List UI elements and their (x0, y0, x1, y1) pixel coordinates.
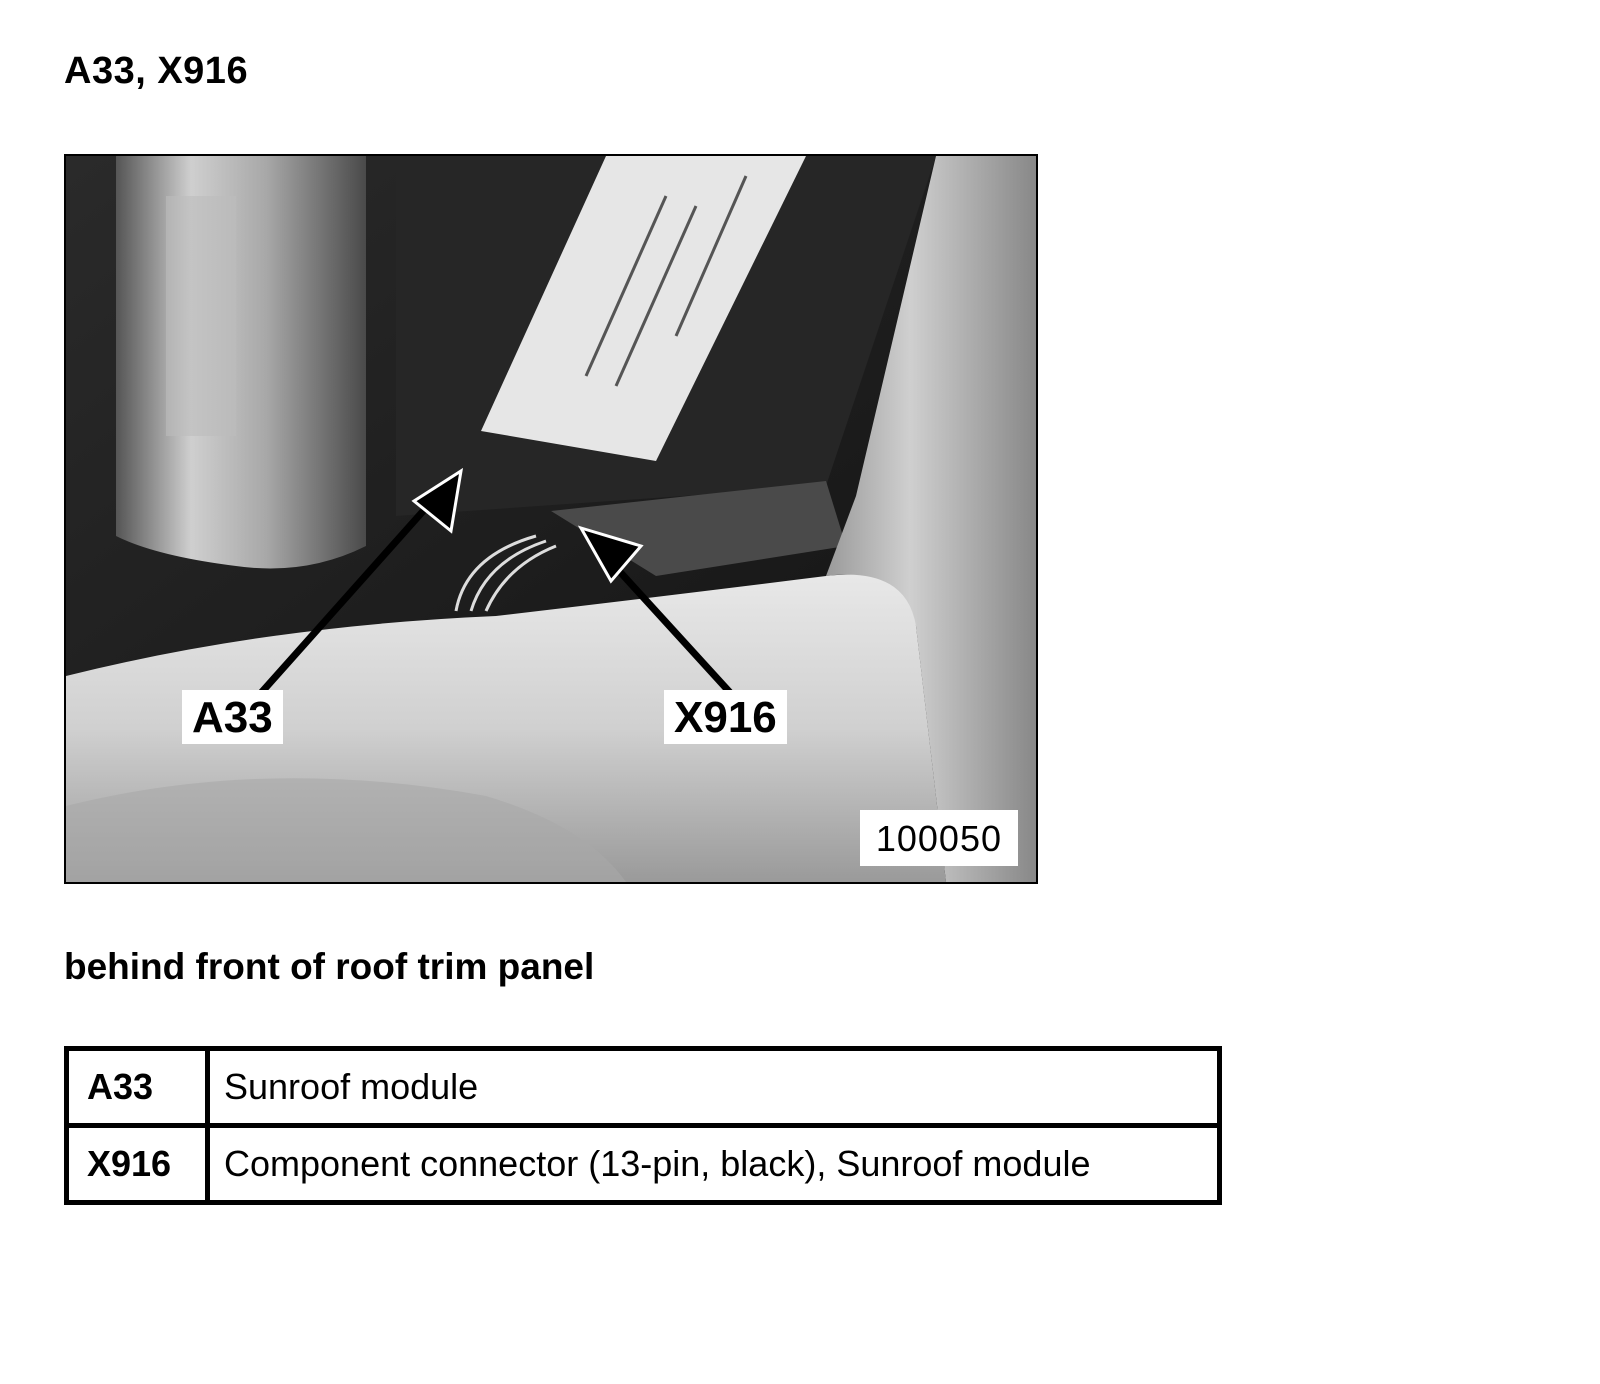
figure-number: 100050 (860, 810, 1018, 866)
page-title: A33, X916 (64, 50, 249, 92)
legend-code: X916 (67, 1126, 208, 1203)
callout-label-x916: X916 (664, 690, 787, 744)
legend-description: Sunroof module (208, 1049, 1220, 1126)
legend-table (64, 1046, 1222, 1205)
location-note: behind front of roof trim panel (64, 946, 595, 987)
photo-image (66, 156, 1036, 882)
table-row (67, 1126, 1220, 1203)
legend-description: Component connector (13-pin, black), Sunroof module (208, 1126, 1220, 1203)
table-row (67, 1049, 1220, 1126)
component-photo (64, 154, 1038, 884)
legend-code: A33 (67, 1049, 208, 1126)
callout-label-a33: A33 (182, 690, 283, 744)
